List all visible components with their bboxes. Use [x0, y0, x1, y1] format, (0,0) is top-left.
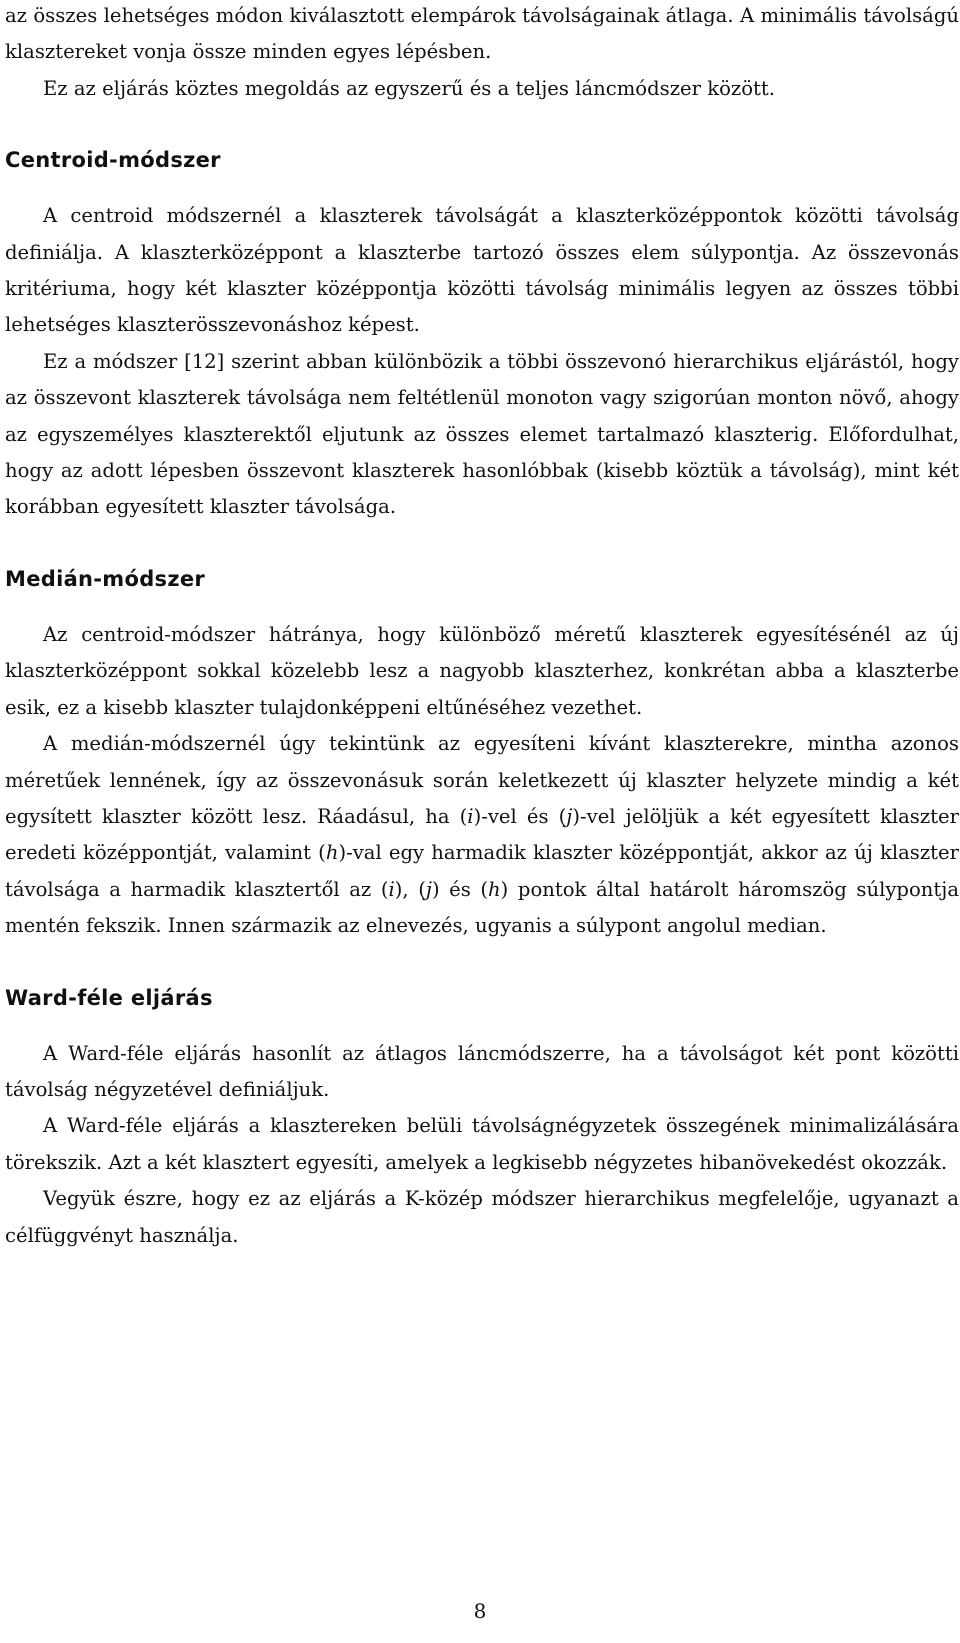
- math-var-i-2: i: [388, 877, 395, 901]
- math-var-i: i: [467, 804, 474, 828]
- median-text-c: )-vel jelöljük a két egyesített klaszter eredeti középpontját, valamint (: [5, 804, 960, 865]
- median-paragraph-1: [5, 617, 959, 726]
- page-number: 8: [473, 1599, 487, 1623]
- median-paragraph-1-text: Az centroid-módszer hátránya, hogy különböző méretű klaszterek egyesítésénél az új klaszterközéppont sokkal közelebb lesz a nagyobb klaszterhez, konkrétan abba a klaszterbe esik, ez a kisebb klaszter tulajdonképpeni eltűnéséhez vezethet.: [5, 622, 959, 719]
- math-var-h-2: h: [488, 877, 501, 901]
- median-paragraph-2: [5, 726, 959, 944]
- ward-heading: Ward-féle eljárás: [5, 985, 213, 1010]
- math-var-h: h: [325, 841, 339, 865]
- ward-paragraph-1: [5, 1036, 959, 1109]
- document-page: [5, 0, 959, 1254]
- math-var-j-2: j: [425, 877, 432, 901]
- ward-paragraph-1-text: A Ward-féle eljárás hasonlít az átlagos láncmódszerre, ha a távolságot két pont közötti távolság négyzetével definiáljuk.: [5, 1041, 959, 1101]
- intro-summary: [5, 71, 959, 107]
- median-text-e: ), (: [394, 877, 426, 901]
- centroid-paragraph-2-text: Ez a módszer [12] szerint abban különbözik a többi összevonó hierarchikus eljárástól, hogy az összevont klaszterek távolsága nem feltétlenül monoton vagy szigorúan monton növő, ahogy az egyszemélyes klaszterektől eljutunk az összes elemet tartalmazó klaszterig. Előfordulhat, hogy az adott lépesben összevont klaszterek hasonlóbbak (kisebb köztük a távolság), mint két korábban egyesített klaszter távolsága.: [5, 349, 959, 519]
- median-text-b: )-vel és (: [473, 804, 567, 828]
- median-text-d: )-val egy harmadik klaszter középpontját, akkor az új klaszter távolsága a harmadik klasztertől az (: [5, 841, 960, 901]
- ward-paragraph-2-text: A Ward-féle eljárás a klasztereken belüli távolságnégyzetek összegének minimalizálására törekszik. Azt a két klasztert egyesíti, amelyek a legkisebb négyzetes hibanövekedést okozzák.: [5, 1114, 959, 1174]
- ward-paragraph-3-text: Vegyük észre, hogy ez az eljárás a K-közép módszer hierarchikus megfelelője, ugyanazt a célfüggvényt használja.: [5, 1187, 959, 1247]
- median-heading: Medián-módszer: [5, 566, 206, 591]
- centroid-heading: Centroid-módszer: [5, 148, 221, 173]
- median-text-a: A medián-módszernél úgy tekintünk az egyesíteni kívánt klaszterekre, mintha azonos méretűek lennének, így az összevonásuk során keletkezett új klaszter helyzete mindig a két egysített klaszter között lesz. Ráadásul, ha (: [5, 732, 959, 828]
- centroid-paragraph-1-text: A centroid módszernél a klaszterek távolságát a klaszterközéppontok közötti távolság definiálja. A klaszterközéppont a klaszterbe tartozó összes elem súlypontja. Az összevonás kritériuma, hogy két klaszter középpontja közötti távolság minimális legyen az összes többi lehetséges klaszterösszevonáshoz képest.: [5, 204, 959, 337]
- median-text-f: ) és (: [431, 877, 489, 901]
- ward-paragraph-3: [5, 1181, 959, 1254]
- ward-paragraph-2: [5, 1108, 959, 1181]
- intro-text: az összes lehetséges módon kiválasztott elempárok távolságainak átlaga. A minimális távolságú klasztereket vonja össze minden egyes lépésben.: [5, 4, 959, 64]
- math-var-j: j: [566, 804, 573, 828]
- intro-paragraph: [5, 0, 959, 71]
- median-text-g: ) pontok által határolt háromszög súlypontja mentén fekszik. Innen származik az elnevezés, ugyanis a súlypont angolul median.: [5, 877, 960, 938]
- centroid-paragraph-2: [5, 344, 959, 526]
- intro-summary-text: Ez az eljárás köztes megoldás az egyszerű és a teljes láncmódszer között.: [43, 76, 775, 100]
- centroid-paragraph-1: [5, 198, 959, 344]
